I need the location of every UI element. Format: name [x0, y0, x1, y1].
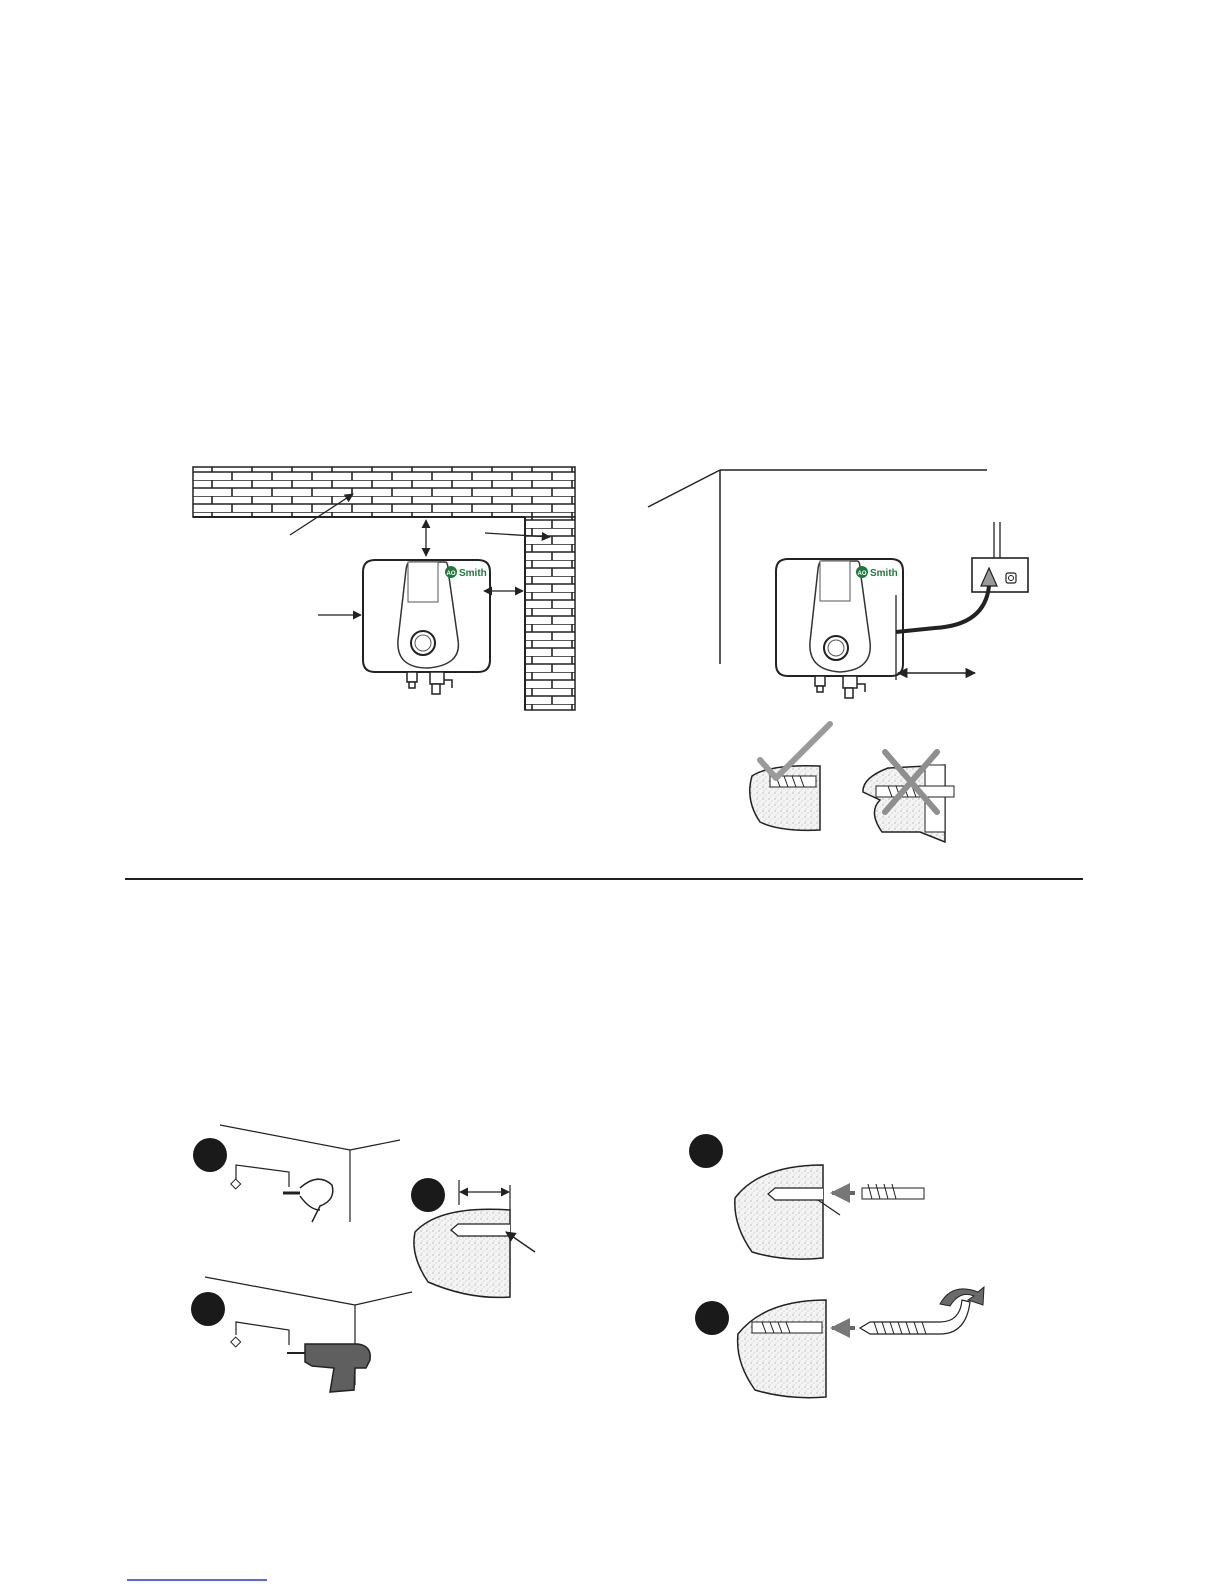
- svg-text:Smith: Smith: [459, 568, 487, 579]
- step-badge: [689, 1134, 723, 1168]
- ao-smith-logo: [856, 566, 898, 579]
- step-3-drill-depth: [411, 1178, 535, 1297]
- step-2-drill-holes: [191, 1277, 412, 1392]
- wall-plug-icon: [862, 1184, 924, 1199]
- step-badge: [193, 1138, 227, 1172]
- water-heater-left: [363, 560, 490, 694]
- svg-text:Smith: Smith: [870, 568, 898, 579]
- correct-anchor-example: [750, 724, 830, 830]
- drill-icon: [287, 1344, 370, 1392]
- step-1-mark-holes: [193, 1125, 400, 1222]
- power-socket: [972, 522, 1028, 592]
- wrong-anchor-example: [863, 752, 954, 842]
- clearance-diagram: [193, 467, 575, 710]
- ao-smith-logo: [445, 566, 487, 579]
- hook-screw-icon: [860, 1287, 984, 1334]
- step-4-insert-plug: [689, 1134, 924, 1259]
- power-cable: [896, 586, 989, 632]
- water-heater-right: [776, 559, 903, 698]
- svg-text:AO: AO: [857, 571, 867, 577]
- svg-text:AO: AO: [446, 571, 456, 577]
- side-brick-wall: [525, 517, 575, 710]
- step-badge: [191, 1292, 225, 1326]
- socket-distance-diagram: [648, 470, 1028, 698]
- step-5-insert-hook: [695, 1287, 984, 1398]
- step-badge: [411, 1178, 445, 1212]
- step-badge: [695, 1301, 729, 1335]
- ceiling-brick-wall: [193, 467, 575, 517]
